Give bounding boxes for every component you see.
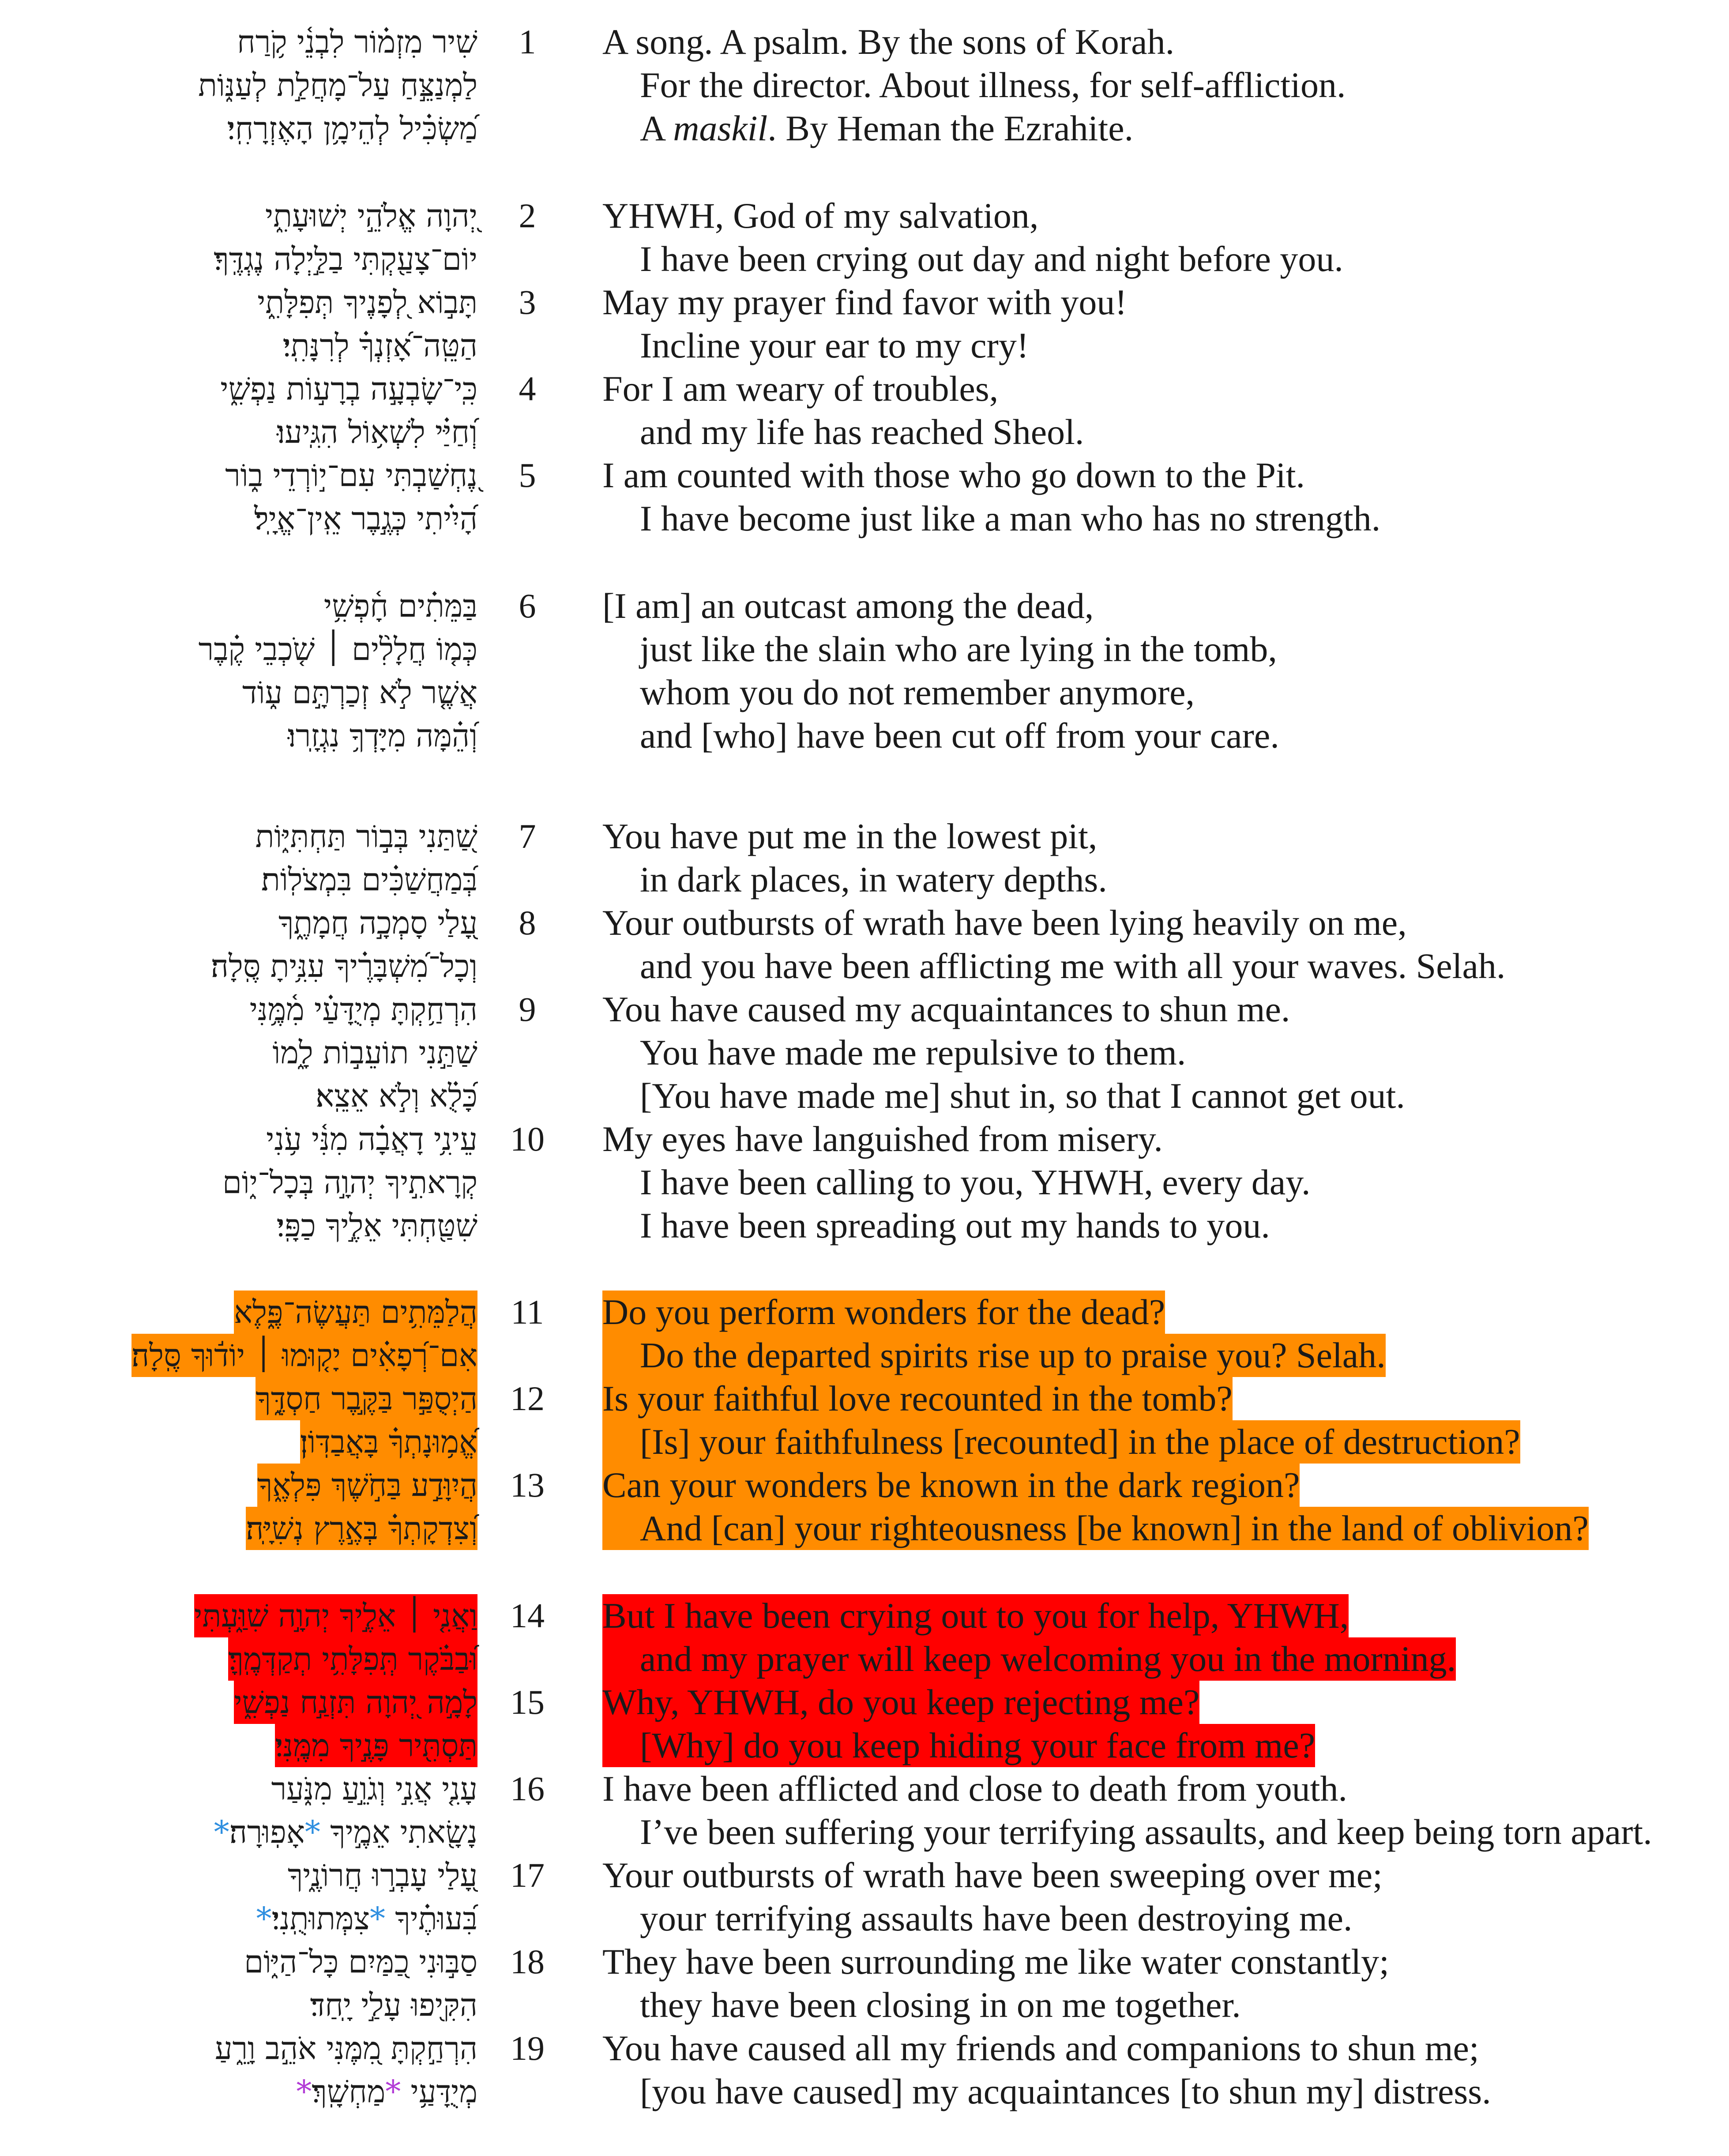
english-line-highlighted: [Why] do you keep hiding your face from me? — [602, 1724, 1315, 1767]
english-line-highlighted: and my prayer will keep welcoming you in the morning. — [602, 1637, 1456, 1681]
english-line-highlighted: Is your faithful love recounted in the tomb? — [602, 1377, 1233, 1420]
hebrew-line: סַבּ֣וּנִי כַ֭מַּיִם כָּל־הַיּ֑וֹם — [244, 1944, 477, 1980]
english-text: A — [640, 108, 673, 148]
hebrew-line-highlighted: אִם־רְ֝פָאִ֗ים יָק֤וּמוּ ׀ יוֹד֬וּךָ סֶּֽלָה׃ — [132, 1334, 477, 1377]
english-line: just like the slain who are lying in the tomb, — [640, 629, 1277, 669]
asterisk-marker: * — [370, 1900, 386, 1937]
asterisk-marker: * — [296, 2073, 312, 2110]
verse-number: 9 — [519, 990, 536, 1028]
english-line-highlighted: But I have been crying out to you for help, YHWH, — [602, 1594, 1349, 1637]
english-line: Incline your ear to my cry! — [640, 325, 1029, 365]
hebrew-line: נֶ֭חְשַׁבְתִּי עִם־י֣וֹרְדֵי ב֑וֹר — [225, 457, 477, 493]
english-line: For the director. About illness, for self-affliction. — [640, 65, 1346, 105]
hebrew-line: עָ֭לַי עָבְר֣וּ חֲרוֹנֶ֑יךָ — [287, 1857, 477, 1893]
asterisk-marker: * — [214, 1814, 229, 1850]
english-line: your terrifying assaults have been destroying me. — [640, 1898, 1353, 1938]
hebrew-line: וְ֝הֵ֗מָּה מִיָּדְךָ֥ נִגְזָֽרוּ׃ — [287, 718, 477, 754]
english-line: they have been closing in on me together. — [640, 1985, 1241, 2025]
english-line: A song. A psalm. By the sons of Korah. — [602, 22, 1175, 62]
hebrew-line: יוֹם־צָעַ֖קְתִּי בַלַּ֣יְלָה נֶגְדֶּֽךָ׃ — [214, 241, 477, 277]
italic-term: maskil — [673, 108, 768, 148]
hebrew-text: אָפֽוּרָה׃ — [229, 1814, 305, 1850]
verse-number: 14 — [510, 1596, 545, 1635]
english-line: I have been spreading out my hands to you. — [640, 1205, 1270, 1245]
english-line: and [who] have been cut off from your care. — [640, 715, 1279, 756]
english-line: Your outbursts of wrath have been lying heavily on me, — [602, 903, 1407, 943]
hebrew-line: שַׁתַּ֣נִי תוֹעֵב֣וֹת לָ֑מוֹ — [272, 1035, 477, 1071]
hebrew-line: כִּֽי־שָׂבְעָ֣ה בְרָע֣וֹת נַפְשִׁ֑י — [220, 371, 477, 407]
hebrew-line: הִקִּ֖יפוּ עָלַ֣י יָֽחַד׃ — [310, 1987, 477, 2023]
verse-number: 18 — [510, 1942, 545, 1981]
hebrew-text: מְיֻדָּעַ֥י — [401, 2073, 477, 2110]
hebrew-line: בַּמֵּתִ֗ים חָ֫פְשִׁ֥י — [323, 588, 477, 624]
english-line-highlighted: Why, YHWH, do you keep rejecting me? — [602, 1681, 1199, 1724]
hebrew-text: בִּ֝עוּתֶ֗יךָ — [385, 1900, 477, 1937]
hebrew-line: הָ֝יִ֗יתִי כְּגֶ֣בֶר אֵֽין־אֱיָֽל׃ — [254, 500, 477, 537]
verse-number: 12 — [510, 1379, 545, 1418]
hebrew-line: כְּמ֤וֹ חֲלָלִ֨ים ׀ שֹׁ֤כְבֵי קֶ֗בֶר — [198, 631, 477, 667]
hebrew-line-highlighted: לָמָ֣ה יְ֭הוָה תִּזְנַ֣ח נַפְשִׁ֑י — [234, 1681, 477, 1724]
asterisk-marker: * — [385, 2073, 401, 2110]
verse-number: 10 — [510, 1120, 545, 1158]
hebrew-line: שַׁ֭תַּנִי בְּב֣וֹר תַּחְתִּיּ֑וֹת — [255, 818, 477, 854]
verse-number: 6 — [519, 587, 536, 625]
english-line: Your outbursts of wrath have been sweeping over me; — [602, 1855, 1383, 1895]
hebrew-line — [214, 1810, 477, 1854]
english-line: and you have been afflicting me with all your waves. Selah. — [640, 946, 1506, 986]
english-line: and my life has reached Sheol. — [640, 412, 1084, 452]
hebrew-line: הַטֵּֽה־אָ֝זְנְךָ֗ לְרִנָּתִֽי׃ — [282, 327, 477, 364]
english-line-highlighted: [Is] your faithfulness [recounted] in the place of destruction? — [602, 1420, 1520, 1464]
english-line: I am counted with those who go down to the Pit. — [602, 455, 1305, 495]
hebrew-line: הִרְחַ֥קְתָּ מְיֻדָּעַ֗י מִ֫מֶּ֥נִּי — [249, 991, 477, 1027]
english-line-highlighted: Do the departed spirits rise up to praise you? Selah. — [602, 1334, 1386, 1377]
hebrew-line: מַ֝שְׂכִּ֗יל לְהֵימָ֥ן הָאֶזְרָחִֽי׃ — [227, 110, 477, 147]
verse-number: 3 — [519, 283, 536, 321]
hebrew-line-highlighted: תַּסְתִּ֖יר פָּנֶ֣יךָ מִמֶּֽנִּי׃ — [275, 1724, 477, 1767]
english-line: They have been surrounding me like water constantly; — [602, 1942, 1389, 1982]
hebrew-text: נָשָׂ֖אתִי אֵמֶ֣יךָ — [320, 1814, 477, 1850]
english-line: [you have caused] my acquaintances [to shun my] distress. — [640, 2071, 1491, 2111]
english-text: . By Heman the Ezrahite. — [767, 108, 1134, 148]
english-line: My eyes have languished from misery. — [602, 1119, 1163, 1159]
hebrew-line: עָנִ֤י אֲנִ֣י וְגֹוֵ֣עַ מִנֹּ֑עַר — [271, 1771, 477, 1807]
english-line — [640, 107, 1133, 150]
english-line-highlighted: And [can] your righteousness [be known] in the land of oblivion? — [602, 1507, 1589, 1550]
english-line: YHWH, God of my salvation, — [602, 196, 1039, 236]
english-line: I have been crying out day and night before you. — [640, 239, 1343, 279]
hebrew-line-highlighted: הֲיִוָּדַ֣ע בַּחֹ֣שֶׁךְ פִּלְאֶ֑ךָ — [257, 1464, 477, 1507]
english-line-highlighted: Do you perform wonders for the dead? — [602, 1291, 1165, 1334]
hebrew-line-highlighted: הֲלַמֵּתִ֥ים תַּעֲשֶׂה־פֶּ֑לֶא — [234, 1291, 477, 1334]
verse-number: 17 — [510, 1856, 545, 1894]
english-line: You have caused all my friends and companions to shun me; — [602, 2028, 1479, 2068]
hebrew-line: שִׁטַּ֖חְתִּי אֵלֶ֣יךָ כַפָּֽי׃ — [276, 1208, 477, 1244]
english-line: You have put me in the lowest pit, — [602, 816, 1098, 856]
hebrew-line: לַמְנַצֵּ֣חַ עַל־מָחֲלַ֣ת לְעַנּ֑וֹת — [198, 67, 477, 103]
english-line: I have become just like a man who has no strength. — [640, 498, 1381, 538]
english-line: [I am] an outcast among the dead, — [602, 586, 1094, 626]
hebrew-line: עֵינִ֥י דָאֲבָ֗ה מִנִּ֫י עֹ֥נִי — [266, 1121, 477, 1157]
hebrew-line: וְ֝חַיַּ֗י לִשְׁא֥וֹל הִגִּֽיעוּ׃ — [277, 414, 477, 450]
hebrew-line-highlighted: וַאֲנִ֤י ׀ אֵלֶ֣יךָ יְהוָ֣ה שִׁוַּ֑עְתִּי — [194, 1594, 477, 1637]
hebrew-line: תָּב֣וֹא לְ֭פָנֶיךָ תְּפִלָּתִ֑י — [257, 284, 477, 320]
verse-number: 11 — [511, 1293, 544, 1331]
english-line-highlighted: Can your wonders be known in the dark region? — [602, 1464, 1300, 1507]
verse-number: 1 — [519, 23, 536, 61]
hebrew-line: וְכָל־מִ֝שְׁבָּרֶ֗יךָ עִנִּ֥יתָ סֶּֽלָה׃ — [210, 948, 477, 984]
english-line: in dark places, in watery depths. — [640, 859, 1107, 899]
verse-number: 16 — [510, 1769, 545, 1808]
english-line: [You have made me] shut in, so that I cannot get out. — [640, 1076, 1405, 1116]
english-line: whom you do not remember anymore, — [640, 672, 1195, 712]
hebrew-line: עָ֭לַי סָמְכָ֣ה חֲמָתֶ֑ךָ — [278, 905, 477, 941]
verse-number: 5 — [519, 456, 536, 494]
english-line: I have been calling to you, YHWH, every day. — [640, 1162, 1311, 1202]
hebrew-line: קְרָאתִ֣יךָ יְהוָ֣ה בְּכָל־י֑וֹם — [222, 1164, 477, 1200]
hebrew-line-highlighted: אֱ֝מ֥וּנָתְךָ֗ בָּאֲבַדּֽוֹן׃ — [300, 1420, 477, 1464]
verse-number: 13 — [510, 1466, 545, 1504]
verse-number: 4 — [519, 369, 536, 408]
english-line: You have made me repulsive to them. — [640, 1032, 1186, 1072]
hebrew-line: בְּ֝מַחֲשַׁכִּ֗ים בִּמְצֹלֽוֹת׃ — [261, 862, 477, 898]
english-line: You have caused my acquaintances to shun me. — [602, 989, 1290, 1029]
hebrew-text: צִמְּתוּתֻֽנִי׃ — [271, 1900, 370, 1937]
hebrew-line-highlighted: הַיְסֻפַּ֣ר בַּקֶּ֣בֶר חַסְדֶּ֑ךָ — [256, 1377, 477, 1420]
verse-number: 7 — [519, 817, 536, 855]
verse-number: 2 — [519, 196, 536, 235]
verse-number: 19 — [510, 2029, 545, 2067]
hebrew-line — [296, 2070, 477, 2113]
english-line: May my prayer find favor with you! — [602, 282, 1127, 322]
hebrew-line-highlighted: וּ֝בַבֹּ֗קֶר תְּֽפִלָּתִ֥י תְקַדְּמֶֽךָּ׃ — [228, 1637, 477, 1681]
verse-number: 8 — [519, 903, 536, 942]
hebrew-line: שִׁיר מִזְמ֗וֹר לִבְנֵ֫י קֹ֥רַח — [237, 24, 477, 60]
hebrew-line: כָּ֝לֻ֗א וְלֹ֣א אֵצֵֽא׃ — [316, 1078, 477, 1114]
asterisk-marker: * — [256, 1900, 272, 1937]
verse-number: 15 — [510, 1683, 545, 1721]
english-line: For I am weary of troubles, — [602, 369, 999, 409]
english-line: I’ve been suffering your terrifying assaults, and keep being torn apart. — [640, 1812, 1652, 1852]
english-line: I have been afflicted and close to death from youth. — [602, 1768, 1347, 1809]
hebrew-line: אֲשֶׁ֤ר לֹ֣א זְכַרְתָּ֣ם ע֑וֹד — [242, 674, 477, 711]
hebrew-line-highlighted: וְ֝צִדְקָתְךָ֗ בְּאֶ֣רֶץ נְשִׁיָּֽה׃ — [246, 1507, 477, 1550]
hebrew-line: הִרְחַ֣קְתָּ מִ֭מֶּנִּי אֹהֵ֣ב וָרֵ֑עַ — [215, 2030, 477, 2066]
asterisk-marker: * — [304, 1814, 320, 1850]
hebrew-line — [256, 1897, 477, 1940]
hebrew-line: יְ֭הוָה אֱלֹהֵ֣י יְשׁוּעָתִ֑י — [265, 198, 477, 234]
hebrew-text: מַחְשָֽׁךְ׃ — [312, 2073, 386, 2110]
